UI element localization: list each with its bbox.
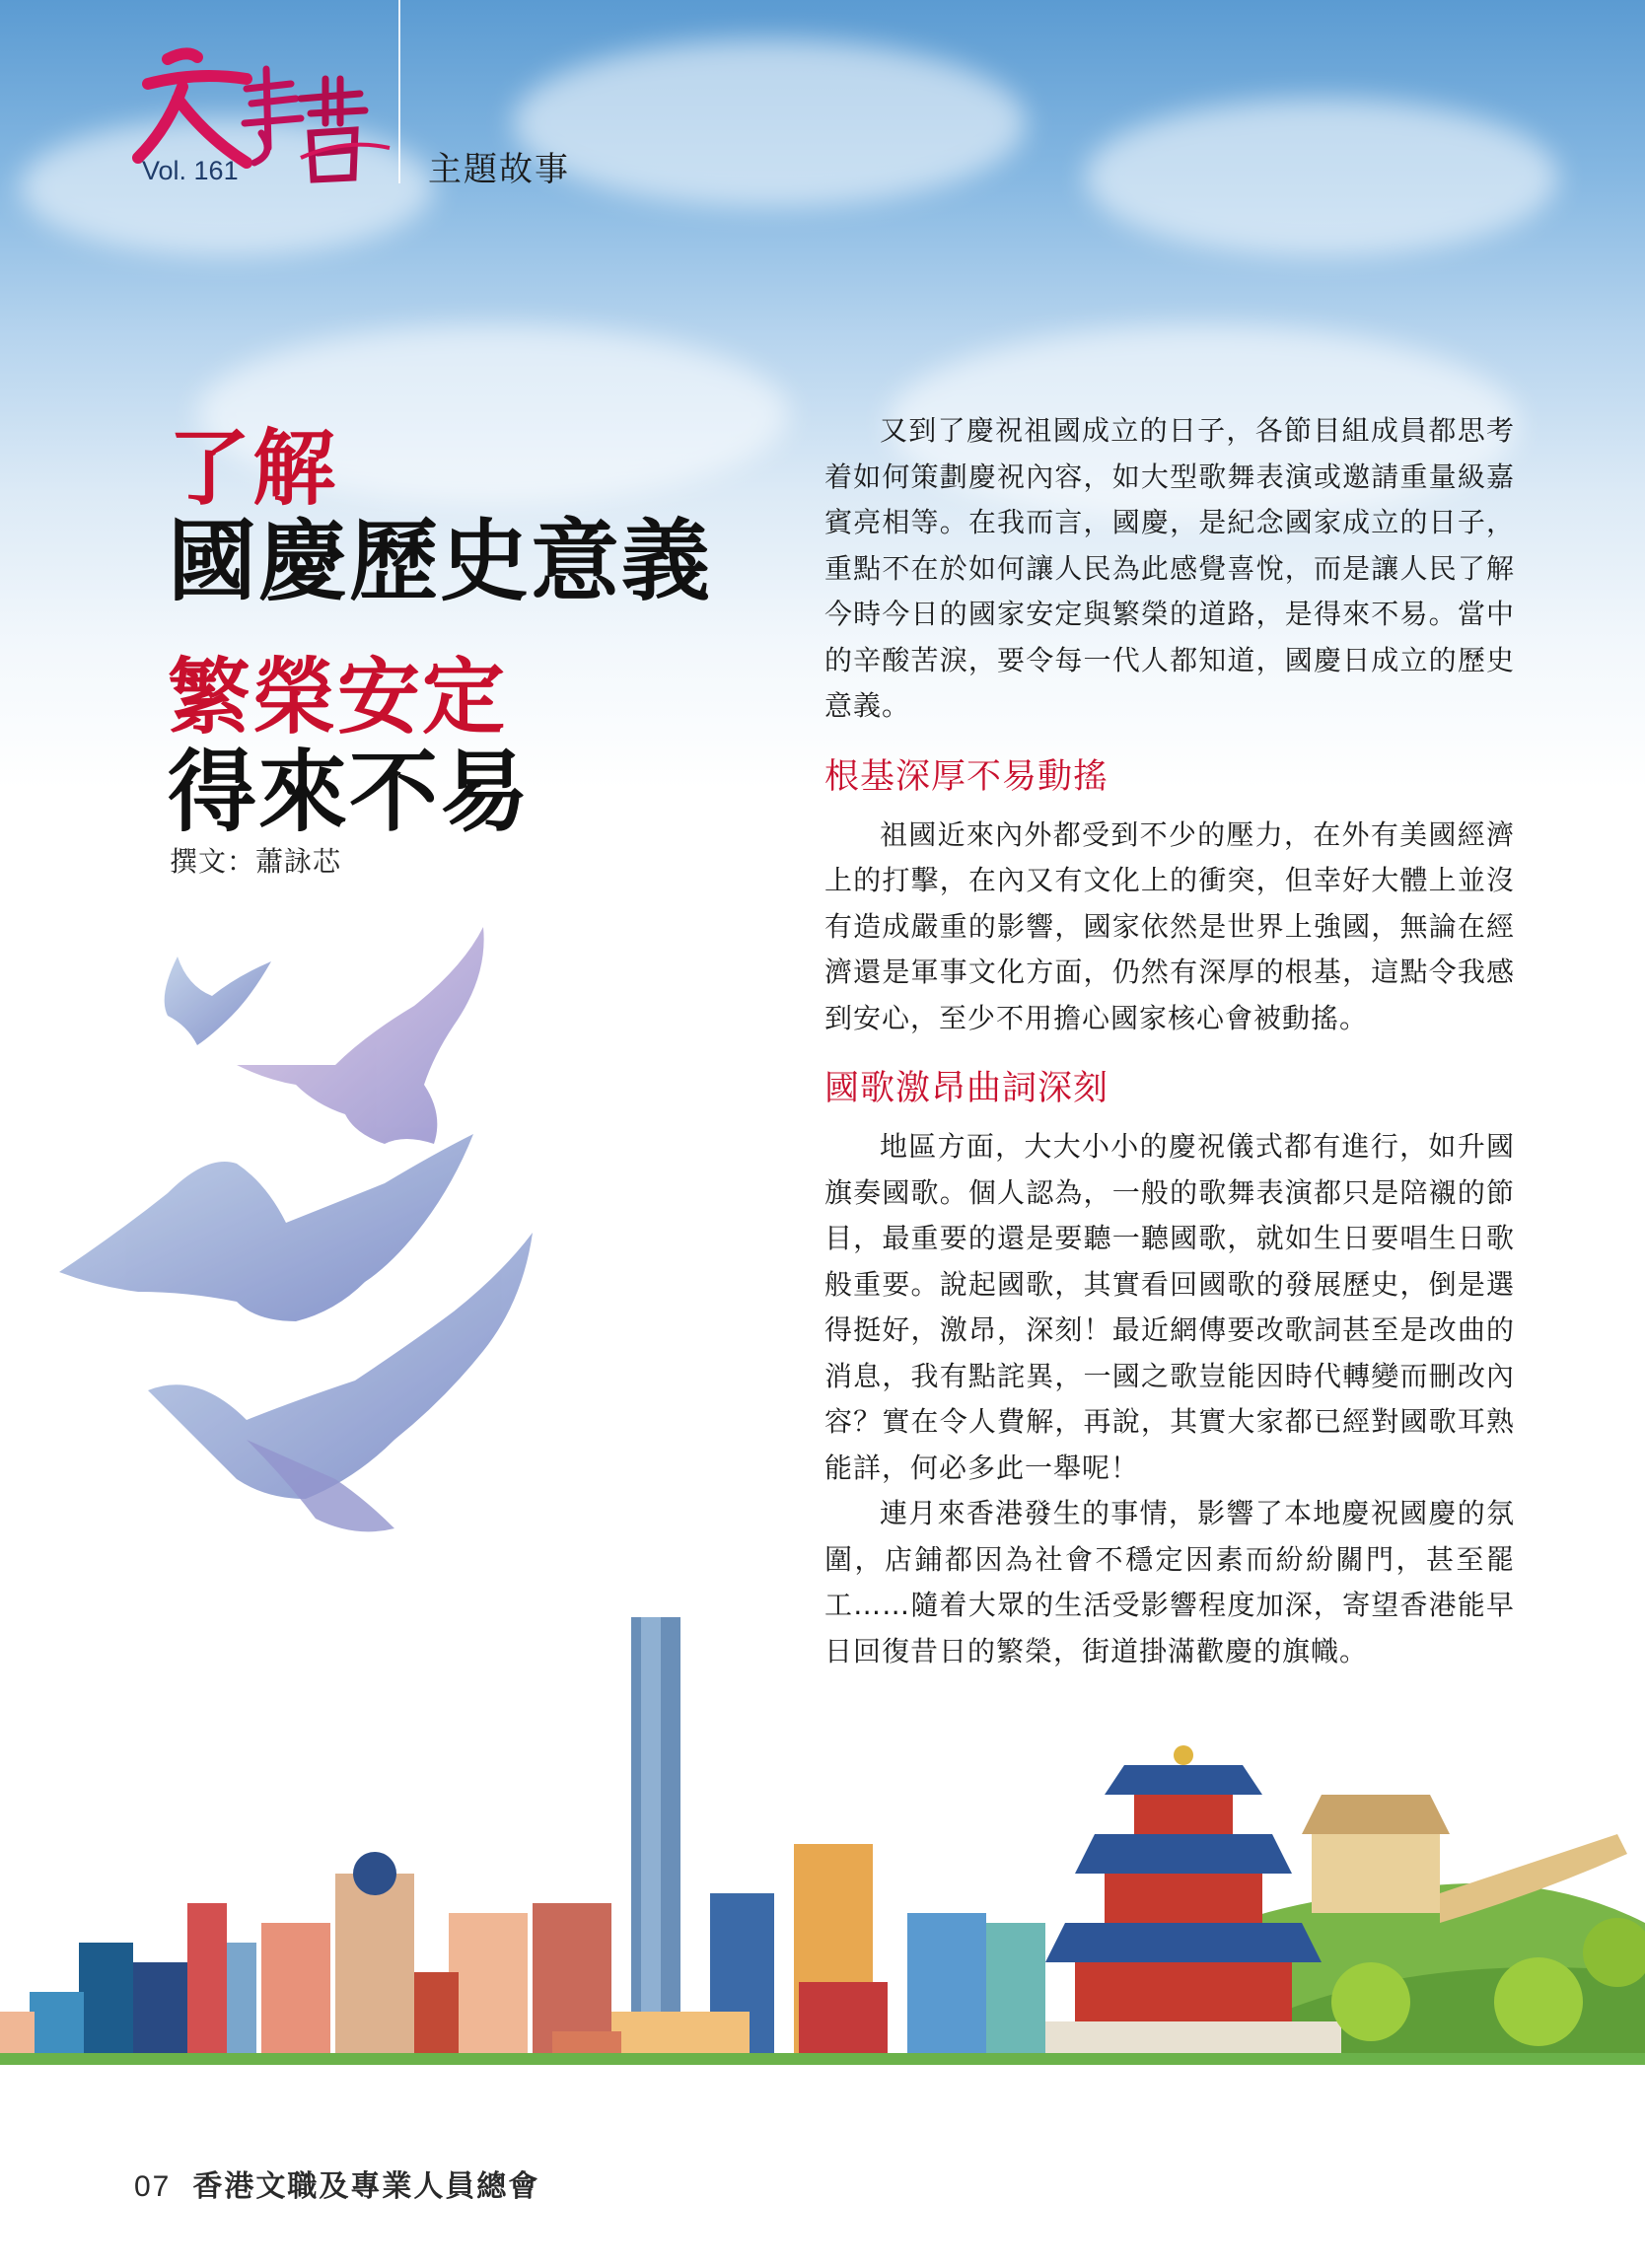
organization-name: 香港文職及專業人員總會 <box>192 2169 540 2204</box>
header-divider <box>398 0 400 183</box>
subheading-1: 根基深厚不易動搖 <box>824 756 1109 797</box>
article-paragraph-1: 祖國近來內外都受到不少的壓力，在外有美國經濟上的打擊，在內又有文化上的衝突，但幸好大體上並沒有造成嚴重的影響，國家依然是世界上強國，無論在經濟還是軍事文化方面，仍然有深厚的根基，這點令我感到安心，至少不用擔心國家核心會被動搖。 <box>824 817 1515 1034</box>
title-line-3: 繁榮安定 <box>168 648 508 745</box>
article-paragraph-3: 連月來香港發生的事情，影響了本地慶祝國慶的氛圍，店鋪都因為社會不穩定因素而紛紛關門，甚至罷工……隨着大眾的生活受影響程度加深，寄望香港能早日回復昔日的繁榮，街道掛滿歡慶的旗幟。 <box>824 1497 1515 1667</box>
magazine-logo <box>128 39 394 197</box>
section-label: 主題故事 <box>428 151 570 188</box>
title-line-1: 了解 <box>168 419 338 517</box>
article-paragraph-2: 地區方面，大大小小的慶祝儀式都有進行，如升國旗奏國歌。個人認為，一般的歌舞表演都只是陪襯的節目，最重要的還是要聽一聽國歌，就如生日要唱生日歌般重要。說起國歌，其實看回國歌的發展歷史，倒是選得挺好，激昂，深刻！最近網傳要改歌詞甚至是改曲的消息，我有點詫異，一國之歌豈能因時代轉變而刪改內容？實在令人費解，再說，其實大家都已經對國歌耳熟能詳，何必多此一舉呢！ <box>824 1130 1515 1484</box>
article-body <box>824 408 1515 1674</box>
article-intro: 又到了慶祝祖國成立的日子，各節目組成員都思考着如何策劃慶祝內容，如大型歌舞表演或邀請重量級嘉賓亮相等。在我而言，國慶，是紀念國家成立的日子，重點不在於如何讓人民為此感覺喜悅，而是讓人民了解今時今日的國家安定與繁榮的道路，是得來不易。當中的辛酸苦淚，要令每一代人都知道，國慶日成立的歷史意義。 <box>824 414 1515 722</box>
author-byline: 撰文：蕭詠芯 <box>170 845 342 878</box>
watercolor-doves-illustration <box>39 887 730 1597</box>
volume-label: Vol. 161 <box>142 156 239 185</box>
city-skyline-illustration <box>0 1597 1645 2150</box>
page-footer <box>134 2162 539 2205</box>
title-line-4: 得來不易 <box>168 740 531 844</box>
title-line-2: 國慶歷史意義 <box>168 509 712 613</box>
page-number: 07 <box>134 2170 172 2203</box>
subheading-2: 國歌激昂曲詞深刻 <box>824 1069 1109 1108</box>
